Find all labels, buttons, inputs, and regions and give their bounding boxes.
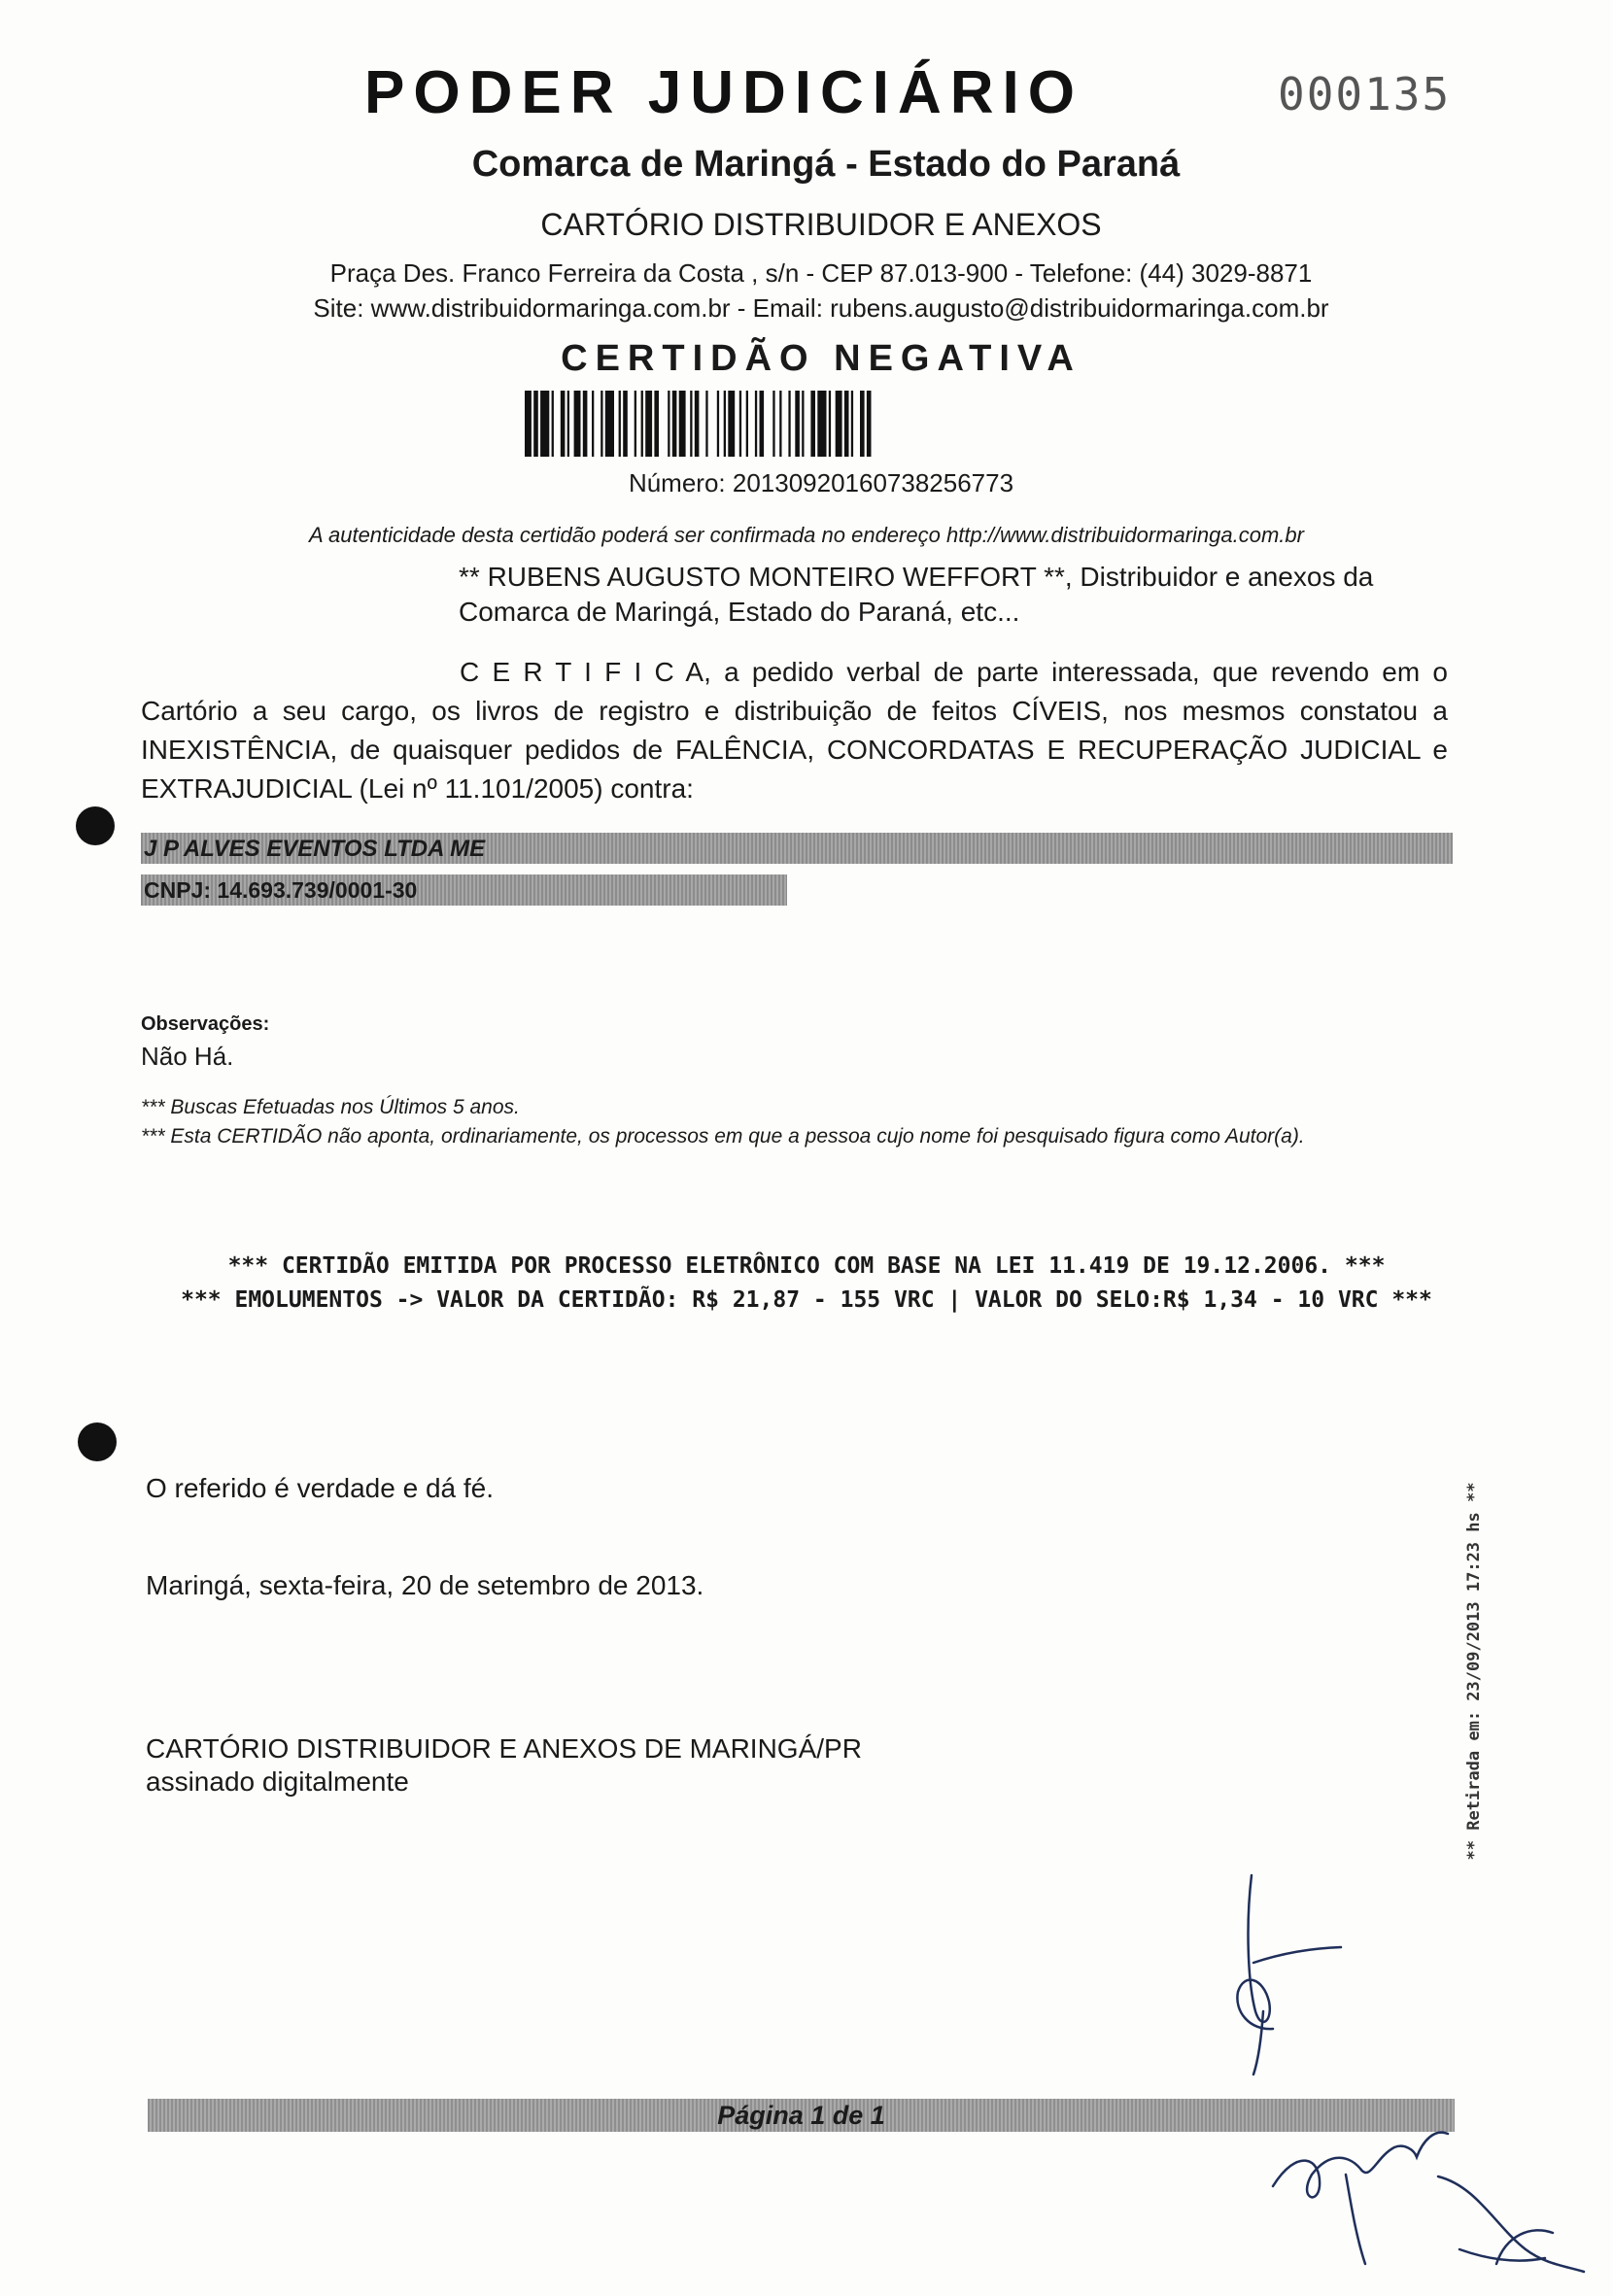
barcode-bar (668, 391, 669, 457)
barcode-bar (525, 391, 532, 457)
barcode-bar (717, 391, 719, 457)
certificate-number: Número: 20130920160738256773 (628, 468, 1014, 497)
barcode-bar (574, 391, 581, 457)
punch-hole-top (76, 806, 115, 845)
signer-line: CARTÓRIO DISTRIBUIDOR E ANEXOS DE MARINGÁ/PR (146, 1733, 862, 1764)
barcode-bar (635, 391, 636, 457)
cartorio-heading: CARTÓRIO DISTRIBUIDOR E ANEXOS (540, 207, 1102, 242)
page-stamp-number: 000135 (1278, 68, 1452, 120)
punch-hole-bottom (78, 1422, 117, 1461)
page-title: PODER JUDICIÁRIO (364, 59, 1083, 126)
observations-label: Observações: (141, 1013, 270, 1035)
barcode-bar (705, 391, 707, 457)
barcode-bar (583, 391, 588, 457)
party-name: J P ALVES EVENTOS LTDA ME (144, 836, 486, 862)
barcode-bar (654, 391, 659, 457)
fees-line: *** EMOLUMENTOS -> VALOR DA CERTIDÃO: R$ 21,87 - 155 VRC | VALOR DO SELO:R$ 1,34 - 10 VRC *** (181, 1287, 1432, 1313)
barcode-bar (739, 391, 741, 457)
barcode-bar (645, 391, 652, 457)
barcode-bar (641, 391, 643, 457)
handwritten-signature (1205, 1866, 1613, 2293)
barcode-bar (533, 391, 538, 457)
intro-line-1: ** RUBENS AUGUSTO MONTEIRO WEFFORT **, Distribuidor e anexos da (459, 562, 1374, 592)
barcode-bar (728, 391, 735, 457)
barcode-bar (802, 391, 804, 457)
barcode-bar (788, 391, 790, 457)
emission-line: *** CERTIDÃO EMITIDA POR PROCESSO ELETRÔNICO COM BASE NA LEI 11.419 DE 19.12.2006. *** (227, 1253, 1386, 1279)
barcode-bar (672, 391, 677, 457)
barcode-bar (829, 391, 831, 457)
barcode-bar (867, 391, 872, 457)
barcode-bar (679, 391, 686, 457)
barcode-bar (690, 391, 692, 457)
intro-line-2: Comarca de Maringá, Estado do Paraná, etc... (459, 597, 1020, 627)
barcode-bar (561, 391, 566, 457)
barcode (525, 391, 1057, 457)
barcode-bar (552, 391, 554, 457)
barcode-bar (605, 391, 614, 457)
search-period-note: *** Buscas Efetuadas nos Últimos 5 anos. (141, 1096, 520, 1118)
withdrawal-stamp: ** Retirada em: 23/09/2013 17:23 hs ** (1464, 1482, 1484, 1861)
barcode-bar (724, 391, 726, 457)
authenticity-note: A autenticidade desta certidão poderá ser confirmada no endereço http://www.distribuidormaringa.com.br (309, 523, 1304, 547)
barcode-bar (860, 391, 865, 457)
barcode-bar (601, 391, 602, 457)
certifica-paragraph: C E R T I F I C A, a pedido verbal de parte interessada, que revendo em o Cartório a seu cargo, os livros de registro e distribuição de feitos CÍVEIS, nos mesmos constatou a INEXISTÊNCIA, de quaisquer pedidos de FALÊNCIA, CONCORDATAS E RECUPERAÇÃO JUDICIAL e EXTRAJUDICIAL (Lei nº 11.101/2005) contra: (141, 657, 1448, 804)
barcode-bar (795, 391, 800, 457)
barcode-bar (772, 391, 774, 457)
barcode-bar (592, 391, 594, 457)
certificate-type: CERTIDÃO NEGATIVA (561, 338, 1081, 379)
page-indicator: Página 1 de 1 (717, 2101, 885, 2130)
date-line: Maringá, sexta-feira, 20 de setembro de 2013. (146, 1570, 704, 1600)
barcode-bar (810, 391, 815, 457)
author-note: *** Esta CERTIDÃO não aponta, ordinariamente, os processos em que a pessoa cujo nome foi pesquisado figura como Autor(a). (141, 1125, 1305, 1148)
barcode-bar (779, 391, 781, 457)
barcode-bar (836, 391, 842, 457)
barcode-bar (817, 391, 826, 457)
barcode-bar (851, 391, 853, 457)
observations-value: Não Há. (141, 1042, 234, 1071)
barcode-bar (844, 391, 849, 457)
comarca-heading: Comarca de Maringá - Estado do Paraná (471, 144, 1181, 185)
party-cnpj: CNPJ: 14.693.739/0001-30 (144, 877, 418, 903)
barcode-bar (623, 391, 628, 457)
address-line: Praça Des. Franco Ferreira da Costa , s/n - CEP 87.013-900 - Telefone: (44) 3029-8871 (329, 258, 1313, 288)
barcode-bar (695, 391, 700, 457)
barcode-bar (567, 391, 569, 457)
site-email-line: Site: www.distribuidormaringa.com.br - Email: rubens.augusto@distribuidormaringa.com.br (313, 293, 1329, 323)
barcode-bar (760, 391, 765, 457)
barcode-bar (755, 391, 757, 457)
barcode-bar (540, 391, 549, 457)
barcode-bar (746, 391, 748, 457)
barcode-bar (619, 391, 621, 457)
signed-digitally: assinado digitalmente (146, 1766, 409, 1797)
verdade-statement: O referido é verdade e dá fé. (146, 1473, 494, 1503)
